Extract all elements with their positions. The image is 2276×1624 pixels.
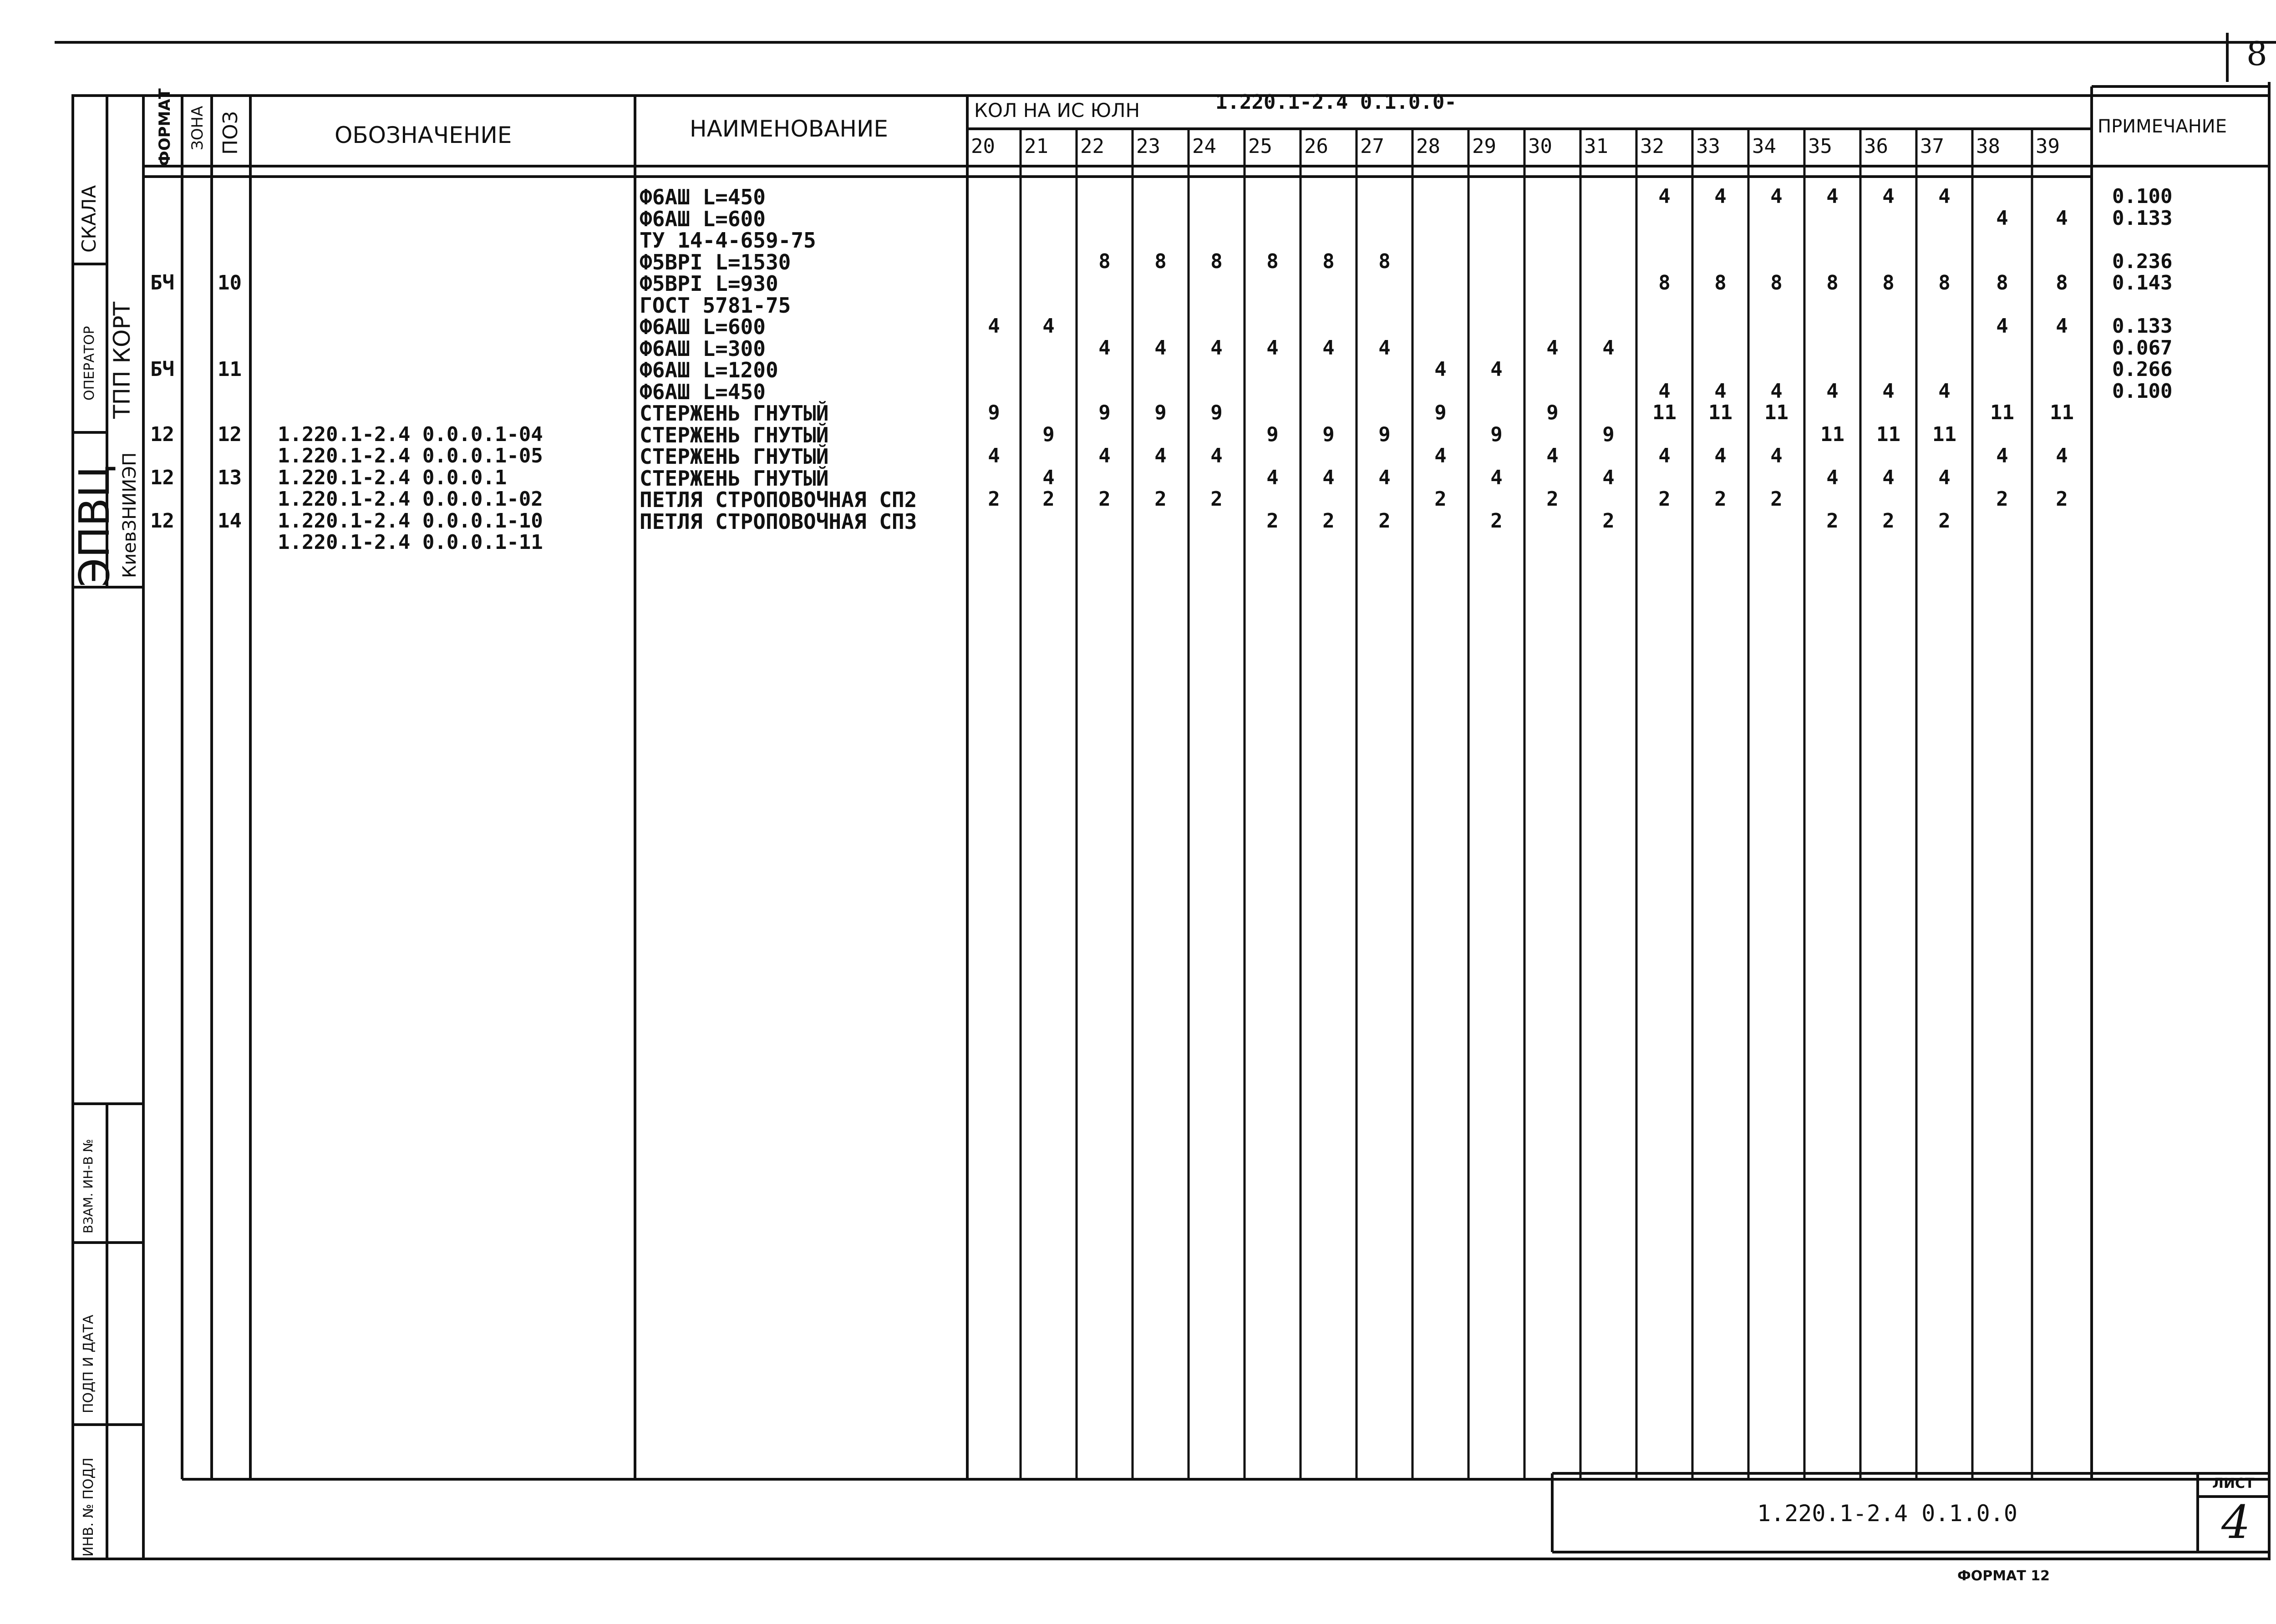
quantity-cell: 2 xyxy=(1266,509,1279,533)
header-format: ФОРМАТ xyxy=(156,88,174,166)
quantity-cell: 4 xyxy=(1042,466,1055,489)
position-cell: 13 xyxy=(218,466,242,489)
designation-cell: 1.220.1-2.4 0.0.0.1-05 xyxy=(278,444,543,467)
quantity-cell: 9 xyxy=(1322,422,1335,446)
quantity-cell: 2 xyxy=(1490,509,1503,533)
designation-cell: 1.220.1-2.4 0.0.0.1-04 xyxy=(278,422,543,446)
quantity-cell: 4 xyxy=(1770,185,1783,208)
column-header-31: 31 xyxy=(1584,135,1608,158)
format-footer: ФОРМАТ 12 xyxy=(1957,1568,2050,1584)
header-zone: ЗОНА xyxy=(188,106,207,150)
quantity-cell: 4 xyxy=(1602,466,1615,489)
header-name: НАИМЕНОВАНИЕ xyxy=(690,116,888,142)
designation-cell: 1.220.1-2.4 0.0.0.1-10 xyxy=(278,509,543,533)
column-header-24: 24 xyxy=(1192,135,1216,158)
name-cell: ТУ 14-4-659-75 xyxy=(640,228,816,253)
quantity-cell: 11 xyxy=(1764,401,1788,424)
quantity-cell: 4 xyxy=(1770,444,1783,467)
quantity-cell: 9 xyxy=(1154,401,1167,424)
column-header-23: 23 xyxy=(1136,135,1160,158)
quantity-cell: 11 xyxy=(1932,422,1956,446)
column-header-33: 33 xyxy=(1696,135,1720,158)
quantity-cell: 9 xyxy=(1378,422,1391,446)
note-cell: 0.100 xyxy=(2112,379,2173,403)
title-doc-code: 1.220.1-2.4 0.1.0.0 xyxy=(1757,1500,2017,1527)
quantity-cell: 2 xyxy=(1714,487,1727,511)
header-note: ПРИМЕЧАНИЕ xyxy=(2098,116,2227,137)
designation-cell: 1.220.1-2.4 0.0.0.1 xyxy=(278,466,507,489)
column-header-22: 22 xyxy=(1080,135,1104,158)
position-cell: 11 xyxy=(218,358,242,381)
quantity-cell: 2 xyxy=(1996,487,2008,511)
column-header-32: 32 xyxy=(1640,135,1664,158)
quantity-cell: 4 xyxy=(2056,206,2068,230)
name-cell: Ф6АШ L=450 xyxy=(640,379,766,404)
quantity-cell: 8 xyxy=(1658,271,1671,294)
quantity-cell: 2 xyxy=(988,487,1000,511)
column-header-36: 36 xyxy=(1864,135,1888,158)
quantity-cell: 4 xyxy=(1938,379,1951,403)
name-cell: Ф6АШ L=1200 xyxy=(640,358,778,382)
quantity-cell: 9 xyxy=(988,401,1000,424)
quantity-cell: 4 xyxy=(1714,379,1727,403)
quantity-cell: 4 xyxy=(1996,315,2008,338)
name-cell: ГОСТ 5781-75 xyxy=(640,293,791,318)
header-pos: ПОЗ xyxy=(219,111,242,155)
quantity-cell: 2 xyxy=(1938,509,1951,533)
quantity-cell: 9 xyxy=(1602,422,1615,446)
column-header-20: 20 xyxy=(971,135,995,158)
quantity-cell: 4 xyxy=(1658,444,1671,467)
format-cell: 12 xyxy=(150,509,174,533)
format-cell: БЧ xyxy=(150,271,174,294)
position-cell: 12 xyxy=(218,422,242,446)
quantity-cell: 2 xyxy=(1546,487,1559,511)
quantity-cell: 8 xyxy=(1826,271,1839,294)
column-header-38: 38 xyxy=(1976,135,2000,158)
quantity-cell: 8 xyxy=(1938,271,1951,294)
quantity-cell: 4 xyxy=(1434,444,1447,467)
quantity-cell: 4 xyxy=(1996,206,2008,230)
name-cell: СТЕРЖЕНЬ ГНУТЫЙ xyxy=(640,466,829,491)
quantity-cell: 4 xyxy=(1882,379,1895,403)
quantity-cell: 11 xyxy=(1990,401,2014,424)
column-header-30: 30 xyxy=(1528,135,1552,158)
quantity-cell: 4 xyxy=(1714,185,1727,208)
quantity-cell: 11 xyxy=(1820,422,1844,446)
quantity-cell: 4 xyxy=(1042,315,1055,338)
quantity-cell: 8 xyxy=(1322,249,1335,273)
column-header-25: 25 xyxy=(1248,135,1272,158)
name-cell: СТЕРЖЕНЬ ГНУТЫЙ xyxy=(640,422,829,447)
column-header-28: 28 xyxy=(1416,135,1440,158)
quantity-cell: 4 xyxy=(1826,379,1839,403)
quantity-cell: 2 xyxy=(1098,487,1111,511)
quantity-cell: 2 xyxy=(1322,509,1335,533)
column-header-27: 27 xyxy=(1360,135,1384,158)
name-cell: Ф5ВРI L=1530 xyxy=(640,249,791,274)
column-header-26: 26 xyxy=(1304,135,1328,158)
quantity-cell: 2 xyxy=(1434,487,1447,511)
quantity-cell: 4 xyxy=(1602,336,1615,360)
column-header-35: 35 xyxy=(1808,135,1832,158)
quantity-cell: 9 xyxy=(1546,401,1559,424)
quantity-cell: 8 xyxy=(2056,271,2068,294)
quantity-cell: 4 xyxy=(1490,358,1503,381)
quantity-cell: 4 xyxy=(1210,444,1223,467)
quantity-cell: 4 xyxy=(1938,185,1951,208)
title-sheet-label: ЛИСТ xyxy=(2212,1476,2255,1492)
quantity-cell: 9 xyxy=(1210,401,1223,424)
name-cell: СТЕРЖЕНЬ ГНУТЫЙ xyxy=(640,444,829,469)
name-cell: Ф6АШ L=600 xyxy=(640,315,766,339)
position-cell: 14 xyxy=(218,509,242,533)
quantity-cell: 9 xyxy=(1434,401,1447,424)
column-header-34: 34 xyxy=(1752,135,1776,158)
quantity-cell: 4 xyxy=(1266,466,1279,489)
quantity-cell: 4 xyxy=(1322,466,1335,489)
quantity-cell: 2 xyxy=(1042,487,1055,511)
quantity-cell: 4 xyxy=(1882,466,1895,489)
quantity-cell: 9 xyxy=(1042,422,1055,446)
quantity-cell: 8 xyxy=(1770,271,1783,294)
quantity-cell: 2 xyxy=(1210,487,1223,511)
quantity-cell: 4 xyxy=(988,444,1000,467)
quantity-cell: 11 xyxy=(1652,401,1677,424)
note-cell: 0.143 xyxy=(2112,271,2173,294)
note-cell: 0.067 xyxy=(2112,336,2173,360)
margin-tpp-kort: ТПП КОРТ xyxy=(109,301,135,419)
quantity-cell: 4 xyxy=(1714,444,1727,467)
quantity-cell: 4 xyxy=(1658,379,1671,403)
sheet-top-number: 8 xyxy=(2246,35,2267,73)
margin-inv: ИНВ. № ПОДЛ xyxy=(81,1457,97,1557)
column-header-21: 21 xyxy=(1024,135,1048,158)
name-cell: СТЕРЖЕНЬ ГНУТЫЙ xyxy=(640,401,829,426)
quantity-cell: 11 xyxy=(1876,422,1900,446)
quantity-cell: 4 xyxy=(1266,336,1279,360)
quantity-cell: 4 xyxy=(1546,444,1559,467)
margin-vzam: ВЗАМ. ИН-В № xyxy=(81,1139,96,1233)
quantity-cell: 9 xyxy=(1266,422,1279,446)
format-cell: БЧ xyxy=(150,358,174,381)
quantity-cell: 4 xyxy=(2056,315,2068,338)
quantity-cell: 2 xyxy=(2056,487,2068,511)
quantity-cell: 4 xyxy=(1098,336,1111,360)
quantity-cell: 4 xyxy=(1770,379,1783,403)
quantity-cell: 9 xyxy=(1490,422,1503,446)
quantity-cell: 4 xyxy=(1490,466,1503,489)
quantity-cell: 2 xyxy=(1770,487,1783,511)
quantity-cell: 9 xyxy=(1098,401,1111,424)
name-cell: Ф5ВРI L=930 xyxy=(640,271,778,296)
quantity-cell: 4 xyxy=(1322,336,1335,360)
quantity-cell: 4 xyxy=(1546,336,1559,360)
quantity-cell: 4 xyxy=(1826,466,1839,489)
quantity-cell: 11 xyxy=(2050,401,2074,424)
quantity-cell: 4 xyxy=(1378,466,1391,489)
header-qty-prefix: КОЛ НА ИС ЮЛН xyxy=(974,99,1140,122)
quantity-cell: 4 xyxy=(2056,444,2068,467)
quantity-cell: 2 xyxy=(1826,509,1839,533)
designation-cell: 1.220.1-2.4 0.0.0.1-02 xyxy=(278,487,543,511)
quantity-cell: 8 xyxy=(1996,271,2008,294)
note-cell: 0.100 xyxy=(2112,185,2173,208)
quantity-cell: 8 xyxy=(1266,249,1279,273)
quantity-cell: 4 xyxy=(1210,336,1223,360)
margin-skala: СКАЛА xyxy=(78,185,100,253)
position-cell: 10 xyxy=(218,271,242,294)
designation-cell: 1.220.1-2.4 0.0.0.1-11 xyxy=(278,531,543,554)
quantity-cell: 4 xyxy=(1658,185,1671,208)
quantity-cell: 8 xyxy=(1714,271,1727,294)
quantity-cell: 4 xyxy=(1154,444,1167,467)
margin-operator: ОПЕРАТОР xyxy=(81,326,97,401)
name-cell: Ф6АШ L=600 xyxy=(640,206,766,231)
quantity-cell: 2 xyxy=(1154,487,1167,511)
quantity-cell: 8 xyxy=(1378,249,1391,273)
quantity-cell: 4 xyxy=(1434,358,1447,381)
note-cell: 0.133 xyxy=(2112,315,2173,338)
quantity-cell: 8 xyxy=(1882,271,1895,294)
header-designation: ОБОЗНАЧЕНИЕ xyxy=(335,122,512,148)
format-cell: 12 xyxy=(150,422,174,446)
margin-epvc: ЭПВЦ xyxy=(70,465,119,587)
quantity-cell: 8 xyxy=(1210,249,1223,273)
margin-org: КиевЗНИИЭП xyxy=(119,452,140,578)
quantity-cell: 4 xyxy=(1154,336,1167,360)
quantity-cell: 4 xyxy=(1996,444,2008,467)
format-cell: 12 xyxy=(150,466,174,489)
quantity-cell: 2 xyxy=(1658,487,1671,511)
name-cell: ПЕТЛЯ СТРОПОВОЧНАЯ СП2 xyxy=(640,487,917,512)
note-cell: 0.266 xyxy=(2112,358,2173,381)
quantity-cell: 4 xyxy=(1378,336,1391,360)
note-cell: 0.236 xyxy=(2112,249,2173,273)
quantity-cell: 11 xyxy=(1708,401,1732,424)
column-header-29: 29 xyxy=(1472,135,1496,158)
title-sheet-number: 4 xyxy=(2221,1496,2251,1549)
name-cell: ПЕТЛЯ СТРОПОВОЧНАЯ СП3 xyxy=(640,509,917,534)
name-cell: Ф6АШ L=450 xyxy=(640,185,766,209)
column-header-37: 37 xyxy=(1920,135,1944,158)
quantity-cell: 2 xyxy=(1882,509,1895,533)
quantity-cell: 4 xyxy=(1098,444,1111,467)
quantity-cell: 4 xyxy=(988,315,1000,338)
quantity-cell: 8 xyxy=(1154,249,1167,273)
note-cell: 0.133 xyxy=(2112,206,2173,230)
name-cell: Ф6АШ L=300 xyxy=(640,336,766,361)
quantity-cell: 4 xyxy=(1826,185,1839,208)
quantity-cell: 2 xyxy=(1602,509,1615,533)
margin-podp: ПОДП И ДАТА xyxy=(81,1314,97,1413)
quantity-cell: 8 xyxy=(1098,249,1111,273)
quantity-cell: 2 xyxy=(1378,509,1391,533)
header-qty-code: 1.220.1-2.4 0.1.0.0- xyxy=(1215,91,1457,114)
quantity-cell: 4 xyxy=(1882,185,1895,208)
column-header-39: 39 xyxy=(2036,135,2060,158)
quantity-cell: 4 xyxy=(1938,466,1951,489)
